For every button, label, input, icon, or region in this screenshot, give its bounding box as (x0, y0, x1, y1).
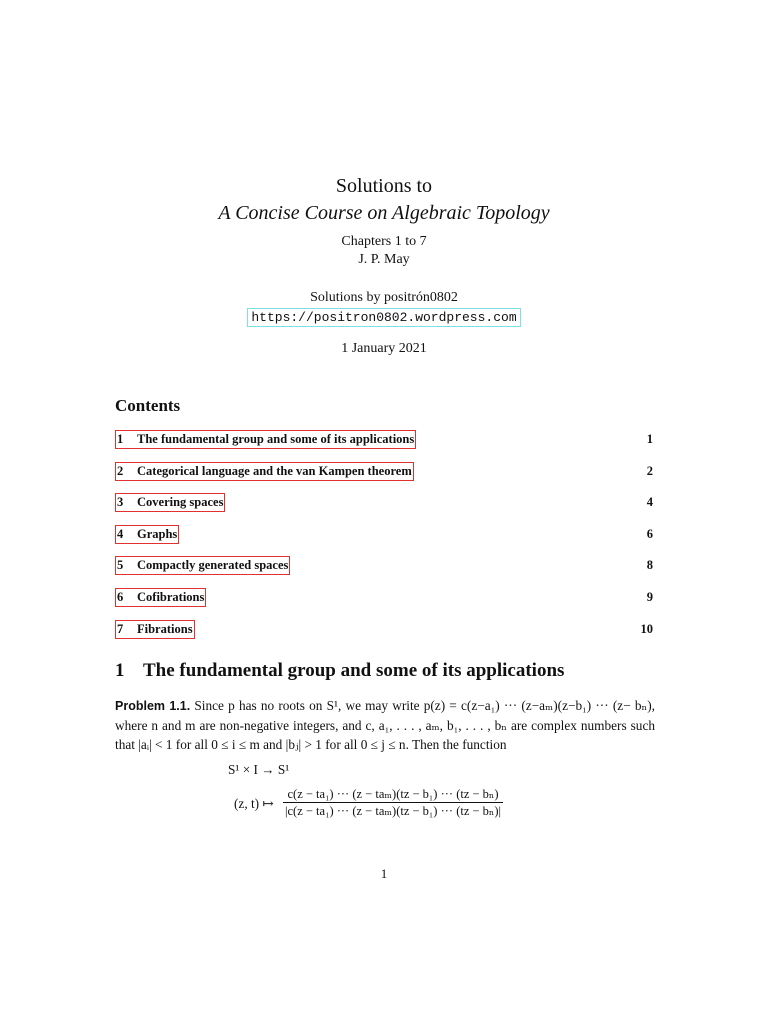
toc-link-chapter-4[interactable]: 4 Graphs (115, 525, 179, 544)
toc-entry (115, 620, 655, 652)
toc-entry (115, 556, 655, 588)
fraction-denominator: |c(z − ta₁) ··· (z − taₘ)(tz − b₁) ··· (tz − bₙ)| (285, 804, 501, 818)
toc-page-number[interactable]: 6 (646, 526, 653, 541)
toc-link-chapter-5[interactable]: 5 Compactly generated spaces (115, 556, 290, 575)
table-of-contents (115, 430, 655, 651)
section-heading (115, 660, 564, 682)
toc-entry (115, 493, 655, 525)
title-line-1: Solutions to (335, 175, 433, 197)
toc-entry (115, 588, 655, 620)
author-name: J. P. May (358, 252, 410, 267)
problem-label: Problem 1.1. (115, 699, 191, 713)
toc-page-number[interactable]: 8 (646, 558, 653, 573)
toc-link-chapter-3[interactable]: 3 Covering spaces (115, 493, 225, 512)
document-date: 1 January 2021 (341, 341, 427, 356)
toc-page-number[interactable]: 9 (646, 589, 653, 604)
toc-page-number[interactable]: 1 (646, 432, 653, 446)
url-container (0, 308, 768, 327)
toc-page-number[interactable]: 4 (646, 495, 653, 510)
toc-link-chapter-6[interactable]: 6 Cofibrations (115, 588, 206, 607)
section-number: 1 (115, 660, 125, 681)
chapters-subtitle: Chapters 1 to 7 (341, 234, 427, 249)
page-number: 1 (380, 866, 388, 881)
display-math-lhs: (z, t) ↦ (234, 796, 274, 811)
book-title: A Concise Course on Algebraic Topology (218, 202, 550, 224)
section-title: The fundamental group and some of its applications (143, 660, 565, 681)
problem-text-line-1: Since p has no roots on S¹, we may write p(z) = c(z−a₁) ··· (z−aₘ)(z−b₁) ··· (z− (194, 698, 631, 713)
toc-page-number[interactable]: 10 (640, 621, 653, 636)
toc-link-chapter-2[interactable]: 2 Categorical language and the van Kampen theorem (115, 462, 414, 481)
fraction-numerator: c(z − ta₁) ··· (z − taₘ)(tz − b₁) ··· (tz − bₙ) (283, 786, 503, 803)
toc-link-chapter-1[interactable]: 1 The fundamental group and some of its applications (115, 430, 416, 449)
author-url-link[interactable]: https://positron0802.wordpress.com (247, 308, 520, 327)
problem-text-line-3: such that |aᵢ| < 1 for all 0 ≤ i ≤ m and |bⱼ| > 1 for all 0 ≤ j ≤ n. Then the function (115, 718, 655, 752)
display-math-map: S¹ × I → S¹ (228, 762, 290, 777)
solutions-byline: Solutions by positrón0802 (310, 290, 458, 305)
toc-entry (115, 462, 655, 494)
problem-text-line-2: bₙ), where n and m are non-negative integers, and c, a₁, . . . , aₘ, b₁, . . . , bₙ are complex numbers (115, 698, 655, 733)
problem-paragraph (115, 696, 655, 754)
toc-link-chapter-7[interactable]: 7 Fibrations (115, 620, 195, 639)
contents-heading: Contents (115, 396, 181, 415)
toc-entry (115, 430, 655, 462)
toc-page-number[interactable]: 2 (646, 463, 653, 478)
display-math-fraction (283, 786, 503, 820)
toc-entry (115, 525, 655, 557)
